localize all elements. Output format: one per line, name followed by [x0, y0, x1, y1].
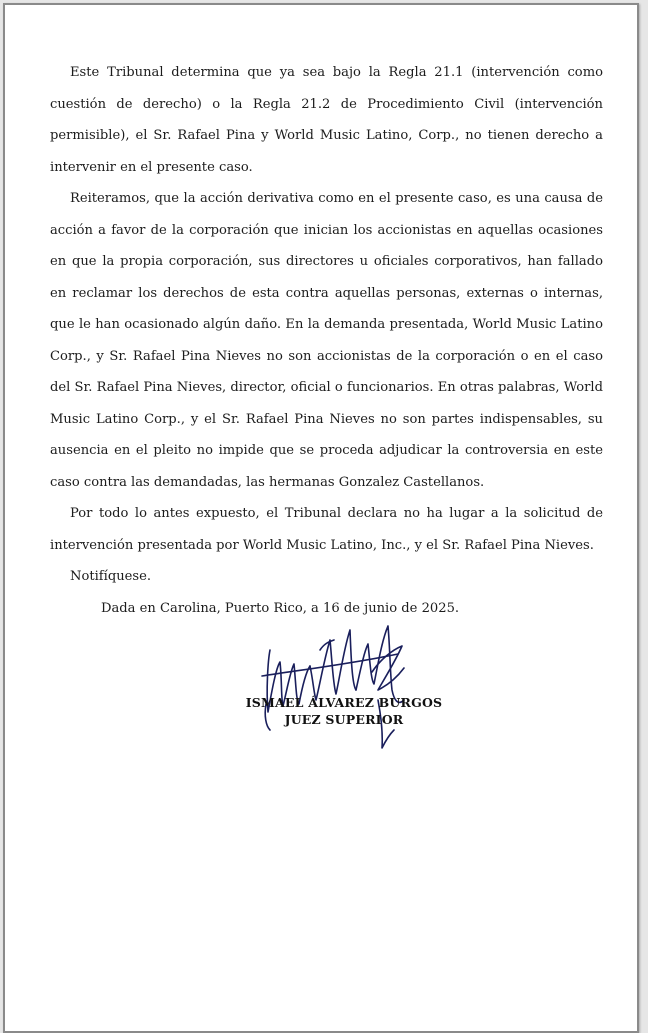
document-page: [3, 3, 639, 1033]
signature-block: [229, 694, 459, 728]
paragraph-conclusion: Por todo lo antes expuesto, el Tribunal declara no ha lugar a la solicitud de intervención presentada por World Music Latino, Inc., y el Sr. Rafael Pina Nieves.: [50, 506, 603, 553]
document-body: [50, 57, 603, 624]
judge-name: ISMAEL ÁLVAREZ BURGOS: [245, 695, 443, 710]
paragraph-notification: Notifíquese.: [70, 569, 152, 584]
paragraph-intervention-ruling: Este Tribunal determina que ya sea bajo la Regla 21.1 (intervención como cuestión de derecho) o la Regla 21.2 de Procedimiento Civil (intervención permisible), el Sr. Rafael Pina y World Music Latino, Corp., no tienen derecho a intervenir en el presente caso.: [50, 65, 603, 175]
date-line: Dada en Carolina, Puerto Rico, a 16 de junio de 2025.: [101, 600, 460, 616]
judge-title: JUEZ SUPERIOR: [284, 712, 404, 727]
paragraph-derivative-action: Reiteramos, que la acción derivativa como en el presente caso, es una causa de acción a favor de la corporación que inician los accionistas en aquellas ocasiones en que la propia corporación, sus directores u oficiales corporativos, han fallado en reclamar los derechos de esta contra aquellas personas, externas o internas, que le han ocasionado algún daño. En la demanda presentada, World Music Latino Corp., y Sr. Rafael Pina Nieves no son accionistas de la corporación o en el caso del Sr. Rafael Pina Nieves, director, oficial o funcionarios. En otras palabras, World Music Latino Corp., y el Sr. Rafael Pina Nieves no son partes indispensables, su ausencia en el pleito no impide que se proceda adjudicar la controversia en este caso contra las demandadas, las hermanas Gonzalez Castellanos.: [50, 191, 603, 490]
